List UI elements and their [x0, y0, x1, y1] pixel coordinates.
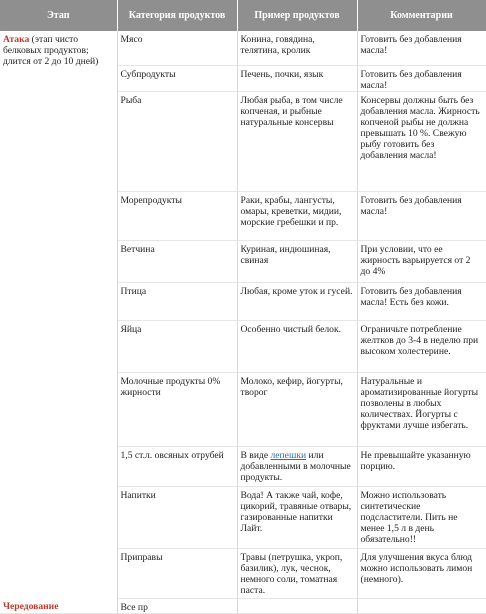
category-cell: Молочные продукты 0% жирности [117, 372, 237, 446]
category-cell: Яйца [117, 320, 237, 372]
comment-cell: Готовить без добавления масла! [357, 65, 486, 91]
stage-cell [0, 31, 117, 598]
category-cell: Ветчина [117, 240, 237, 282]
category-cell: 1,5 ст.л. овсяных отрубей [117, 446, 237, 486]
next-stage-name: Чередование [0, 598, 117, 613]
category-cell: Напитки [117, 486, 237, 548]
category-cell: Птица [117, 282, 237, 320]
header-example: Пример продуктов [237, 0, 357, 31]
header-comments: Комментарии [357, 0, 486, 31]
category-cell: Приправы [117, 548, 237, 598]
example-cell: Травы (петрушка, укроп, базилик), лук, чеснок, немного соли, томатная паста. [237, 548, 357, 598]
comment-cell: Готовить без добавления масла! Есть без кожи. [357, 282, 486, 320]
example-cell [237, 446, 357, 486]
example-cell: Конина, говядина, телятина, кролик [237, 31, 357, 65]
comment-cell: Натуральные и ароматизированные йогурты позволены в любых количествах. Йогурты с фруктами лучше избегать. [357, 372, 486, 446]
header-stage: Этап [0, 0, 117, 31]
stage-name: Атака [3, 34, 30, 45]
example-text-after: или добавленными в молочные продукты. [240, 449, 351, 483]
next-example-cell [237, 598, 357, 613]
example-cell: Раки, крабы, лангусты, омары, креветки, мидии, морские гребешки и пр. [237, 191, 357, 240]
comment-cell: Готовить без добавления масла! [357, 191, 486, 240]
category-cell: Субпродукты [117, 65, 237, 91]
comment-cell: Консервы должны быть без добавления масла. Жирность копченой рыбы не должна превышать 10 %. Свежую рыбу готовить без добавления масла! [357, 91, 486, 191]
stage-description: (этап чисто белковых продуктов; длится от 2 до 10 дней) [3, 34, 99, 67]
table-header-row [0, 0, 486, 31]
comment-cell: Не превышайте указанную порцию. [357, 446, 486, 486]
category-cell: Морепродукты [117, 191, 237, 240]
next-comment-cell [357, 598, 486, 613]
example-cell: Вода! А также чай, кофе, цикорий, травяные отвары, газированные напитки Лайт. [237, 486, 357, 548]
comment-cell: Для улучшения вкуса блюд можно использовать лимон (немного). [357, 548, 486, 598]
example-cell: Особенно чистый белок. [237, 320, 357, 372]
comment-cell: Ограничьте потребление желтков до 3-4 в неделю при высоком холестерине. [357, 320, 486, 372]
example-cell: Печень, почки, язык [237, 65, 357, 91]
header-category: Категория продуктов [117, 0, 237, 31]
table-row [0, 31, 486, 65]
lepeshki-link[interactable]: лепешки [270, 449, 307, 461]
category-cell: Мясо [117, 31, 237, 65]
example-cell: Любая, кроме уток и гусей. [237, 282, 357, 320]
category-cell: Рыба [117, 91, 237, 191]
example-cell: Молоко, кефир, йогурты, творог [237, 372, 357, 446]
next-category-cell: Все пр [117, 598, 237, 613]
example-cell: Любая рыба, в том числе копченая, и рыбные натуральные консервы [237, 91, 357, 191]
comment-cell: Готовить без добавления масла! [357, 31, 486, 65]
example-cell: Куриная, индюшиная, свиная [237, 240, 357, 282]
table-row-cut-off [0, 598, 486, 613]
comment-cell: При условии, что ее жирность варьируется от 2 до 4% [357, 240, 486, 282]
comment-cell: Можно использовать синтетические подсластители. Пить не менее 1,5 л в день обязательно!! [357, 486, 486, 548]
example-text-before: В виде [240, 449, 271, 461]
